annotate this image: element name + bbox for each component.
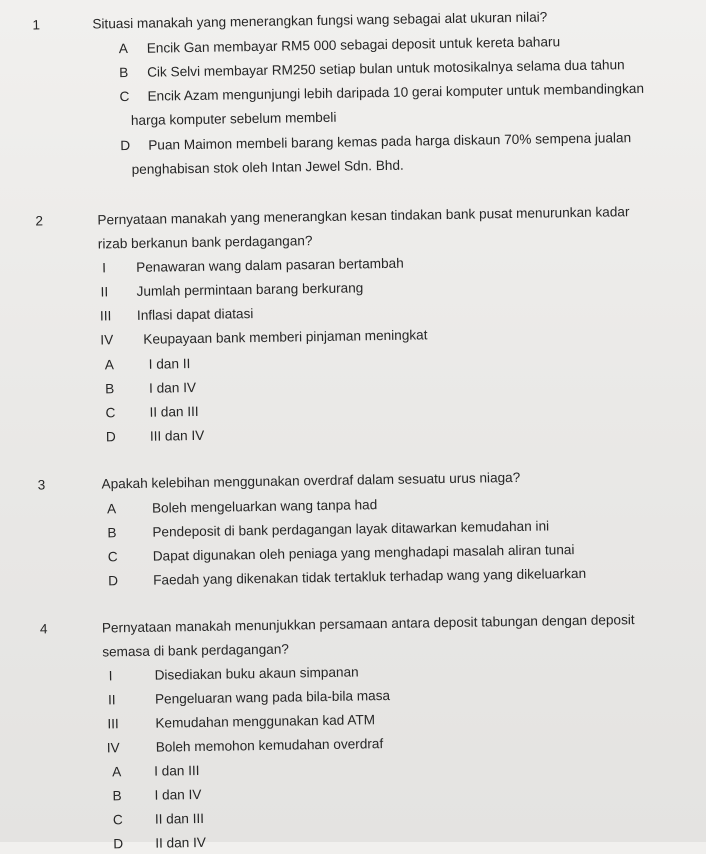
q4-statement-4: Boleh memohon kemudahan overdraf xyxy=(155,736,384,755)
q3-option-d: Faedah yang dikenakan tidak tertakluk terhadap wang yang dikeluarkan xyxy=(153,565,587,588)
q2-option-b-label: B xyxy=(105,381,115,397)
q4-statement-1-label: I xyxy=(108,668,113,684)
q2-option-a-label: A xyxy=(104,357,114,373)
q1-option-c-line-2: harga komputer sebelum membeli xyxy=(130,109,337,128)
q4-option-b: I dan IV xyxy=(154,786,202,803)
q4-option-c-label: C xyxy=(112,812,123,828)
q1-option-a-label: A xyxy=(118,40,128,57)
q1-option-d-line-2: penghabisan stok oleh Intan Jewel Sdn. Bhd. xyxy=(131,157,404,177)
q1-option-b: Cik Selvi membayar RM250 setiap bulan untuk motosikalnya selama dua tahun xyxy=(147,57,625,80)
q3-option-c-label: C xyxy=(107,549,118,565)
q1-option-d-line-1: Puan Maimon membeli barang kemas pada harga diskaun 70% sempena jualan xyxy=(148,130,632,153)
q2-option-d: III dan IV xyxy=(149,427,205,444)
q4-option-a: I dan III xyxy=(154,762,200,779)
q4-option-d: II dan IV xyxy=(155,834,207,851)
q3-option-a-label: A xyxy=(106,501,117,517)
q3-option-a: Boleh mengeluarkan wang tanpa had xyxy=(151,497,378,516)
q2-statement-2: Jumlah permintaan barang berkurang xyxy=(136,280,364,299)
question-2-stem-line-1: Pernyataan manakah yang menerangkan kesan tindakan bank pusat menurunkan kadar xyxy=(97,204,630,228)
q4-option-a-label: A xyxy=(112,764,122,780)
q2-option-c: II dan III xyxy=(149,403,199,420)
q2-statement-4: Keupayaan bank memberi pinjaman meningkat xyxy=(143,327,428,347)
q2-option-a: I dan II xyxy=(148,356,191,372)
q3-option-c: Dapat digunakan oleh peniaga yang menghadapi masalah aliran tunai xyxy=(152,542,575,564)
q4-statement-2-label: II xyxy=(107,692,116,708)
q4-option-c: II dan III xyxy=(154,810,205,827)
q2-statement-4-label: IV xyxy=(100,332,114,348)
question-2-stem-line-2: rizab berkanun bank perdagangan? xyxy=(97,233,313,252)
q2-statement-1-label: I xyxy=(102,260,107,276)
q3-option-b-label: B xyxy=(107,525,117,541)
q1-option-c-line-1: Encik Azam mengunjungi lebih daripada 10 gerai komputer untuk membandingkan xyxy=(147,80,645,104)
q1-option-b-label: B xyxy=(119,64,129,81)
q4-statement-3: Kemudahan menggunakan kad ATM xyxy=(155,712,376,731)
q4-statement-3-label: III xyxy=(107,716,119,732)
q2-statement-1: Penawaran wang dalam pasaran bertambah xyxy=(136,255,404,275)
q1-option-a: Encik Gan membayar RM5 000 sebagai deposit untuk kereta baharu xyxy=(146,34,561,56)
question-4-number: 4 xyxy=(39,621,48,637)
q2-statement-3-label: III xyxy=(99,308,112,324)
q4-statement-1: Disediakan buku akaun simpanan xyxy=(154,664,359,683)
q1-option-c-label: C xyxy=(119,88,130,105)
question-3-number: 3 xyxy=(37,477,46,493)
q3-option-b: Pendeposit di bank perdagangan layak ditawarkan kemudahan ini xyxy=(152,518,550,540)
question-3-stem: Apakah kelebihan menggunakan overdraf dalam sesuatu urus niaga? xyxy=(101,469,521,492)
question-4-stem-line-1: Pernyataan manakah menunjukkan persamaan antara deposit tabungan dengan deposit xyxy=(101,612,635,636)
q2-statement-2-label: II xyxy=(100,284,109,300)
question-4-stem-line-2: semasa di bank perdagangan? xyxy=(102,641,290,660)
q4-option-b-label: B xyxy=(112,788,122,804)
q4-option-d-label: D xyxy=(113,836,124,852)
q2-option-c-label: C xyxy=(105,405,116,421)
q4-statement-2: Pengeluaran wang pada bila-bila masa xyxy=(154,687,391,707)
question-1-number: 1 xyxy=(32,17,41,33)
q2-option-b: I dan IV xyxy=(148,379,197,396)
q2-statement-3: Inflasi dapat diatasi xyxy=(136,306,254,323)
q2-option-d-label: D xyxy=(105,429,116,445)
question-1-stem: Situasi manakah yang menerangkan fungsi wang sebagai alat ukuran nilai? xyxy=(92,9,548,32)
q4-statement-4-label: IV xyxy=(106,740,120,756)
q1-option-d-label: D xyxy=(120,137,131,154)
question-2-number: 2 xyxy=(35,213,44,229)
q3-option-d-label: D xyxy=(108,573,119,589)
